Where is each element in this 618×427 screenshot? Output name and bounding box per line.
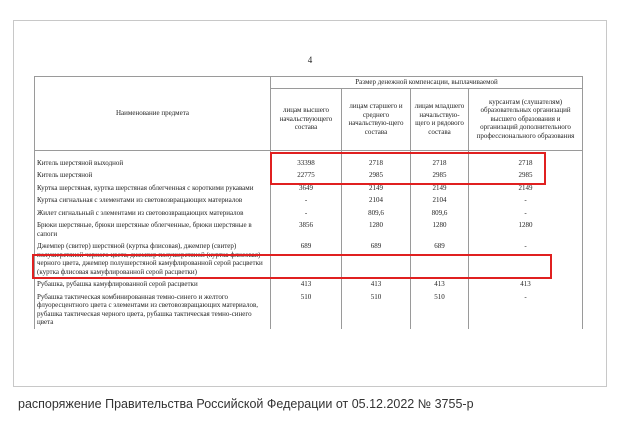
item-name-cell: Брюки шерстяные, брюки шерстяные облегченные, брюки шерстяные в сапоги [35, 219, 271, 240]
value-cell: 413 [469, 278, 583, 291]
value-cell: 510 [271, 291, 342, 329]
value-cell: 510 [411, 291, 469, 329]
value-cell: 2104 [411, 194, 469, 207]
item-name-cell: Жилет сигнальный с элементами из световозвращающих материалов [35, 207, 271, 220]
table-row [35, 207, 583, 220]
value-cell: - [469, 207, 583, 220]
value-cell: 413 [342, 278, 411, 291]
table-row [35, 169, 583, 182]
col-header-junior: лицам младшего начальствую-щего и рядового состава [411, 88, 469, 150]
value-cell: - [469, 194, 583, 207]
value-cell: 2104 [342, 194, 411, 207]
page-number: 4 [307, 55, 313, 65]
value-cell: - [271, 207, 342, 220]
value-cell: 2718 [469, 157, 583, 170]
value-cell: 2718 [411, 157, 469, 170]
value-cell: 2149 [342, 182, 411, 195]
item-name-cell: Рубашка, рубашка камуфлированной серой расцветки [35, 278, 271, 291]
value-cell: 689 [342, 240, 411, 278]
value-cell: 809,6 [342, 207, 411, 220]
table-row [35, 219, 583, 240]
value-cell: 413 [411, 278, 469, 291]
col-header-item-name: Наименование предмета [35, 77, 271, 151]
table-row [35, 291, 583, 329]
item-name-cell: Китель шерстяной выходной [35, 157, 271, 170]
value-cell: 689 [271, 240, 342, 278]
value-cell: 2985 [411, 169, 469, 182]
item-name-cell: Куртка сигнальная с элементами из световозвращающих материалов [35, 194, 271, 207]
table-row [35, 182, 583, 195]
table-row [35, 194, 583, 207]
value-cell: 2985 [469, 169, 583, 182]
value-cell: - [469, 240, 583, 278]
value-cell: 3649 [271, 182, 342, 195]
value-cell: 1280 [469, 219, 583, 240]
item-name-cell: Джемпер (свитер) шерстяной (куртка флисовая), джемпер (свитер) полушерстяной черного цвета, джемпер полушерстяной (куртка флисовая) черного цвета, джемпер полушерстяной камуфлированной серой расцветки (куртка флисовая камуфлированной серой расцветки) [35, 240, 271, 278]
table-row [35, 157, 583, 170]
col-header-middle: лицам старшего и среднего начальствую-щего состава [342, 88, 411, 150]
value-cell: - [469, 291, 583, 329]
value-cell: 413 [271, 278, 342, 291]
col-header-senior: лицам высшего начальствующего состава [271, 88, 342, 150]
value-cell: - [271, 194, 342, 207]
item-name-cell: Рубашка тактическая комбинированная темно-синего и желтого флуоресцентного цвета с элементами из световозвращающих материалов, рубашка тактическая черного цвета, рубашка тактическая темно-синего цвета [35, 291, 271, 329]
col-group-title: Размер денежной компенсации, выплачиваемой [271, 77, 583, 89]
value-cell: 2149 [411, 182, 469, 195]
document-page [13, 20, 607, 387]
table-row [35, 240, 583, 278]
value-cell: 22775 [271, 169, 342, 182]
value-cell: 2718 [342, 157, 411, 170]
col-header-cadets: курсантам (слушателям) образовательных организаций высшего образования и организаций дополнительного профессионального образования [469, 88, 583, 150]
value-cell: 33398 [271, 157, 342, 170]
compensation-table [34, 76, 583, 329]
value-cell: 1280 [411, 219, 469, 240]
value-cell: 3856 [271, 219, 342, 240]
item-name-cell: Китель шерстяной [35, 169, 271, 182]
item-name-cell: Куртка шерстяная, куртка шерстяная облегченная с короткими рукавами [35, 182, 271, 195]
value-cell: 2985 [342, 169, 411, 182]
table-row [35, 278, 583, 291]
value-cell: 809,6 [411, 207, 469, 220]
value-cell: 689 [411, 240, 469, 278]
caption-source: распоряжение Правительства Российской Федерации от 05.12.2022 № 3755-р [18, 397, 474, 411]
value-cell: 1280 [342, 219, 411, 240]
value-cell: 2149 [469, 182, 583, 195]
value-cell: 510 [342, 291, 411, 329]
